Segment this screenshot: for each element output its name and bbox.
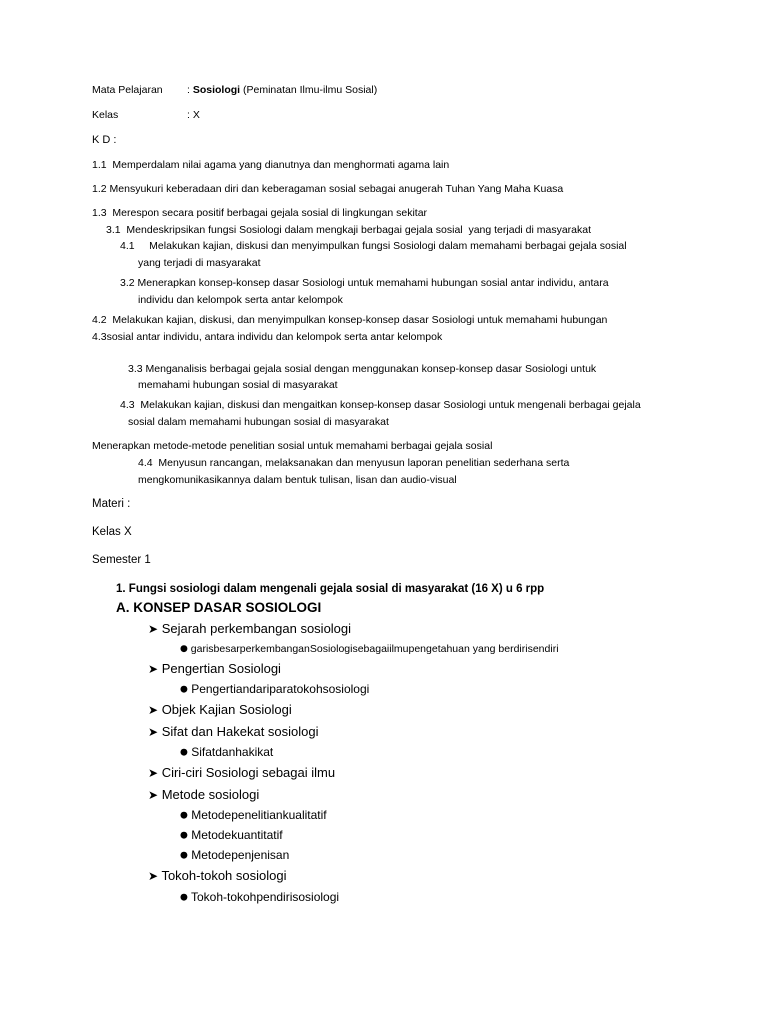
outline-item-text: Metodekuantitatif — [191, 828, 283, 843]
outline-arrow-item — [92, 764, 692, 782]
outline-item-text: Metode sosiologi — [161, 786, 260, 802]
dot-bullet-icon: ● — [180, 850, 188, 861]
kd-item: 4.2 Melakukan kajian, diskusi, dan menyimpulkan konsep-konsep dasar Sosiologi untuk memahami hubungan — [92, 313, 608, 326]
kd-item: 3.2 Menerapkan konsep-konsep dasar Sosiologi untuk memahami hubungan sosial antar individu, antara — [120, 277, 609, 290]
dot-bullet-icon: ● — [180, 643, 188, 654]
spacer — [92, 355, 692, 363]
outline-item-text: Objek Kajian Sosiologi — [161, 702, 292, 718]
kd-item: 1.3 Merespon secara positif berbagai gejala sosial di lingkungan sekitar — [92, 206, 428, 219]
outline-bullet-item — [92, 889, 692, 906]
kd-item-continuation: sosial dalam memahami hubungan sosial di masyarakat — [128, 416, 389, 429]
subject-separator: : — [187, 84, 190, 96]
materi-kelas: Kelas X — [92, 525, 132, 538]
arrow-bullet-icon: ➤ — [148, 869, 159, 884]
materi-semester: Semester 1 — [92, 553, 151, 566]
subject-value: Sosiologi — [192, 84, 241, 96]
kd-item: 3.3 Menganalisis berbagai gejala sosial dengan menggunakan konsep-konsep dasar Sosiologi untuk — [128, 362, 597, 375]
kd-item: 4.4 Menyusun rancangan, melaksanakan dan menyusun laporan penelitian sederhana serta — [138, 456, 570, 469]
kd-item-continuation: individu dan kelompok serta antar kelompok — [138, 294, 343, 307]
arrow-bullet-icon: ➤ — [148, 787, 159, 802]
outline-bullet-item — [92, 847, 692, 864]
outline-bullet-item — [92, 827, 692, 844]
outline-item-text: Metodepenjenisan — [191, 848, 290, 863]
outline-arrow-item — [92, 660, 692, 678]
class-label: Kelas — [92, 109, 119, 121]
kd-item: 4.3 Melakukan kajian, diskusi dan mengaitkan konsep-konsep dasar Sosiologi untuk mengenali berbagai gejala — [120, 399, 641, 412]
outline-number-item — [92, 582, 692, 598]
dot-bullet-icon: ● — [180, 830, 188, 841]
outline-item-text: garisbesarperkembanganSosiologisebagaiilmupengetahuan yang berdirisendiri — [190, 642, 559, 655]
outline-bullet-item — [92, 744, 692, 761]
subject-value-detail: (Peminatan Ilmu-ilmu Sosial) — [240, 84, 378, 96]
dot-bullet-icon: ● — [180, 810, 188, 821]
outline-number-text: Fungsi sosiologi dalam mengenali gejala sosial di masyarakat (16 X) u 6 rpp — [128, 582, 545, 595]
kd-item-continuation: yang terjadi di masyarakat — [138, 257, 261, 270]
outline-bullet-item — [92, 807, 692, 824]
outline-item-text: Sejarah perkembangan sosiologi — [161, 621, 352, 637]
outline-bullet-item — [92, 681, 692, 698]
outline-item-text: Sifatdanhakikat — [191, 745, 274, 760]
outline-list — [92, 582, 692, 906]
kd-item: 3.1 Mendeskripsikan fungsi Sosiologi dalam mengkaji berbagai gejala sosial yang terjadi di masyarakat — [106, 223, 592, 236]
arrow-bullet-icon: ➤ — [148, 724, 159, 739]
dot-bullet-icon: ● — [180, 747, 188, 758]
arrow-bullet-icon: ➤ — [148, 766, 159, 781]
outline-item-text: Ciri-ciri Sosiologi sebagai ilmu — [161, 765, 336, 781]
arrow-bullet-icon: ➤ — [148, 622, 159, 637]
arrow-bullet-icon: ➤ — [148, 703, 159, 718]
outline-item-text: Sifat dan Hakekat sosiologi — [161, 723, 319, 739]
outline-alpha-text: KONSEP DASAR SOSIOLOGI — [133, 600, 322, 616]
outline-number-marker: 1. — [116, 582, 126, 595]
kd-heading: K D : — [92, 134, 117, 146]
materi-heading: Materi : — [92, 497, 131, 510]
outline-item-text: Pengertiandariparatokohsosiologi — [191, 682, 370, 697]
kd-item: 4.1 Melakukan kajian, diskusi dan menyimpulkan fungsi Sosiologi dalam memahami berbagai gejala sosial — [120, 240, 627, 253]
kd-item-continuation: mengkomunikasikannya dalam bentuk tulisan, lisan dan audio-visual — [138, 473, 457, 486]
dot-bullet-icon: ● — [180, 684, 188, 695]
outline-arrow-item — [92, 786, 692, 804]
subject-row — [92, 84, 692, 96]
outline-arrow-item — [92, 701, 692, 719]
outline-arrow-item — [92, 867, 692, 885]
outline-arrow-item — [92, 723, 692, 741]
document-body — [92, 84, 692, 909]
kd-item: Menerapkan metode-metode penelitian sosial untuk memahami berbagai gejala sosial — [92, 440, 493, 453]
outline-alpha-item — [92, 599, 692, 617]
arrow-bullet-icon: ➤ — [148, 661, 159, 676]
outline-bullet-item — [92, 642, 692, 657]
kd-item-continuation: memahami hubungan sosial di masyarakat — [138, 379, 338, 392]
class-row — [92, 109, 692, 121]
kd-item: 1.1 Memperdalam nilai agama yang dianutnya dan menghormati agama lain — [92, 159, 450, 171]
outline-item-text: Tokoh-tokoh sosiologi — [161, 868, 287, 884]
outline-item-text: Metodepenelitiankualitatif — [191, 808, 327, 823]
subject-label: Mata Pelajaran — [92, 84, 163, 96]
class-separator: : — [187, 109, 190, 121]
kd-item: 1.2 Mensyukuri keberadaan diri dan keberagaman sosial sebagai anugerah Tuhan Yang Maha Kuasa — [92, 182, 564, 195]
outline-item-text: Pengertian Sosiologi — [161, 660, 281, 676]
outline-item-text: Tokoh-tokohpendirisosiologi — [190, 889, 340, 904]
dot-bullet-icon: ● — [180, 892, 188, 903]
kd-item: 4.3sosial antar individu, antara individu dan kelompok serta antar kelompok — [92, 330, 443, 343]
outline-alpha-marker: A. — [116, 600, 130, 616]
outline-arrow-item — [92, 620, 692, 638]
class-value: X — [192, 109, 200, 121]
